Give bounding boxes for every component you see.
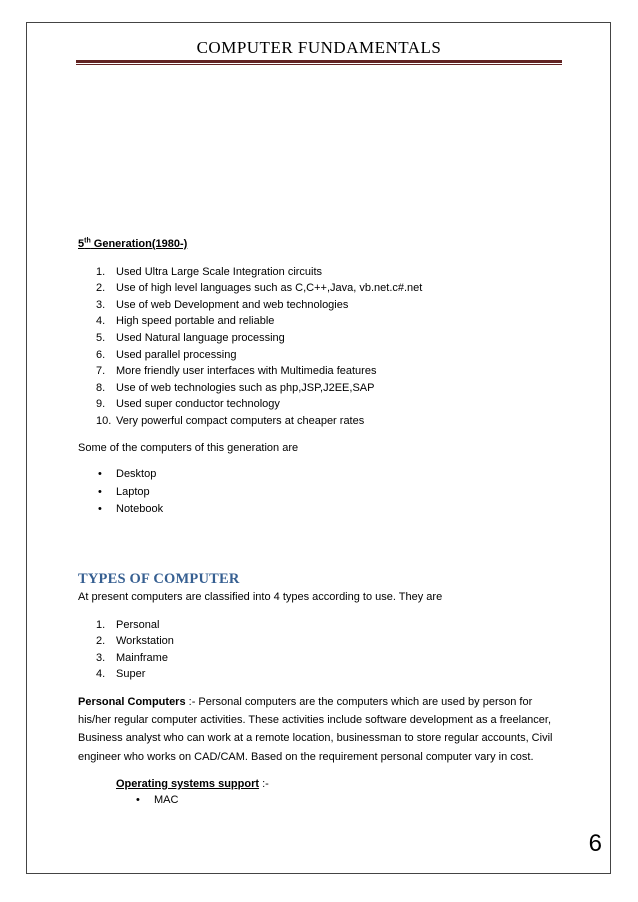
list-number: 2. <box>96 282 106 295</box>
list-number: 1. <box>96 265 106 278</box>
bullet-icon: • <box>136 794 140 807</box>
list-text: Use of web technologies such as php,JSP,J2EE,SAP <box>116 381 375 394</box>
page-header-title: COMPUTER FUNDAMENTALS <box>196 38 442 57</box>
list-item <box>78 363 568 380</box>
list-item <box>78 280 568 297</box>
list-number: 10. <box>96 414 112 427</box>
list-item <box>78 264 568 281</box>
fifth-generation-feature-list <box>78 264 568 430</box>
list-number: 8. <box>96 381 106 394</box>
list-number: 5. <box>96 331 106 344</box>
operating-systems-suffix: :- <box>259 777 269 790</box>
bullet-icon: • <box>98 485 102 498</box>
list-text: Personal <box>116 618 160 631</box>
list-text: Used super conductor technology <box>116 398 280 411</box>
computer-types-list <box>78 617 568 683</box>
page-number: 6 <box>588 830 602 857</box>
list-item <box>78 330 568 347</box>
types-intro: At present computers are classified into 4 types according to use. They are <box>78 591 443 604</box>
examples-intro: Some of the computers of this generation are <box>78 441 299 454</box>
list-item <box>78 347 568 364</box>
header-rule <box>76 60 562 63</box>
list-text: Used parallel processing <box>116 348 237 361</box>
list-item <box>78 666 568 683</box>
list-text: Mainframe <box>116 651 168 664</box>
list-number: 4. <box>96 315 106 328</box>
types-of-computer-heading: TYPES OF COMPUTER <box>78 570 240 587</box>
list-text: Use of web Development and web technologies <box>116 298 349 311</box>
list-text: High speed portable and reliable <box>116 315 275 328</box>
list-item <box>78 501 568 518</box>
operating-systems-heading: Operating systems support <box>116 777 260 790</box>
operating-systems-list <box>116 792 568 809</box>
list-item <box>78 466 568 483</box>
list-item <box>78 380 568 397</box>
heading-text: Generation(1980-) <box>90 238 188 250</box>
list-item <box>78 484 568 501</box>
list-number: 3. <box>96 651 106 664</box>
personal-computers-text: :- Personal computers are the computers which are used by person for his/her regular computer activities. These activities include software development as a freelancer, Business analyst who can work at a remote location, businessman to store regular accounts, Civil engineer who works on CAD/CAM. Based on the requirement personal computer vary in cost. <box>78 696 553 763</box>
list-item <box>78 633 568 650</box>
list-text: Used Ultra Large Scale Integration circuits <box>116 265 323 278</box>
list-text: Very powerful compact computers at cheaper rates <box>116 414 365 427</box>
list-text: Super <box>116 668 146 681</box>
list-text: Laptop <box>116 485 150 498</box>
list-item <box>78 650 568 667</box>
list-item <box>78 313 568 330</box>
bullet-icon: • <box>98 502 102 515</box>
list-item <box>78 413 568 430</box>
list-text: Workstation <box>116 635 174 648</box>
list-text: MAC <box>154 794 179 807</box>
list-text: More friendly user interfaces with Multimedia features <box>116 365 377 378</box>
personal-computers-paragraph <box>78 693 568 766</box>
list-text: Notebook <box>116 502 164 515</box>
list-number: 7. <box>96 365 106 378</box>
list-item <box>116 792 568 809</box>
list-item <box>78 396 568 413</box>
list-item <box>78 617 568 634</box>
list-number: 4. <box>96 668 106 681</box>
list-number: 2. <box>96 635 106 648</box>
bullet-icon: • <box>98 468 102 481</box>
fifth-generation-heading <box>78 236 568 253</box>
heading-superscript: th <box>84 237 91 245</box>
list-item <box>78 297 568 314</box>
list-number: 6. <box>96 348 106 361</box>
list-number: 1. <box>96 618 106 631</box>
personal-computers-label: Personal Computers <box>78 696 186 709</box>
list-number: 3. <box>96 298 106 311</box>
page-content <box>78 236 568 810</box>
header-rule-thin <box>76 64 562 65</box>
operating-systems-block <box>116 776 568 809</box>
examples-bullet-list <box>78 466 568 517</box>
list-text: Used Natural language processing <box>116 331 285 344</box>
list-text: Use of high level languages such as C,C++,Java, vb.net.c#.net <box>116 282 423 295</box>
heading-number: 5 <box>78 238 85 250</box>
operating-systems-heading-line <box>116 776 568 793</box>
list-text: Desktop <box>116 468 157 481</box>
list-number: 9. <box>96 398 106 411</box>
